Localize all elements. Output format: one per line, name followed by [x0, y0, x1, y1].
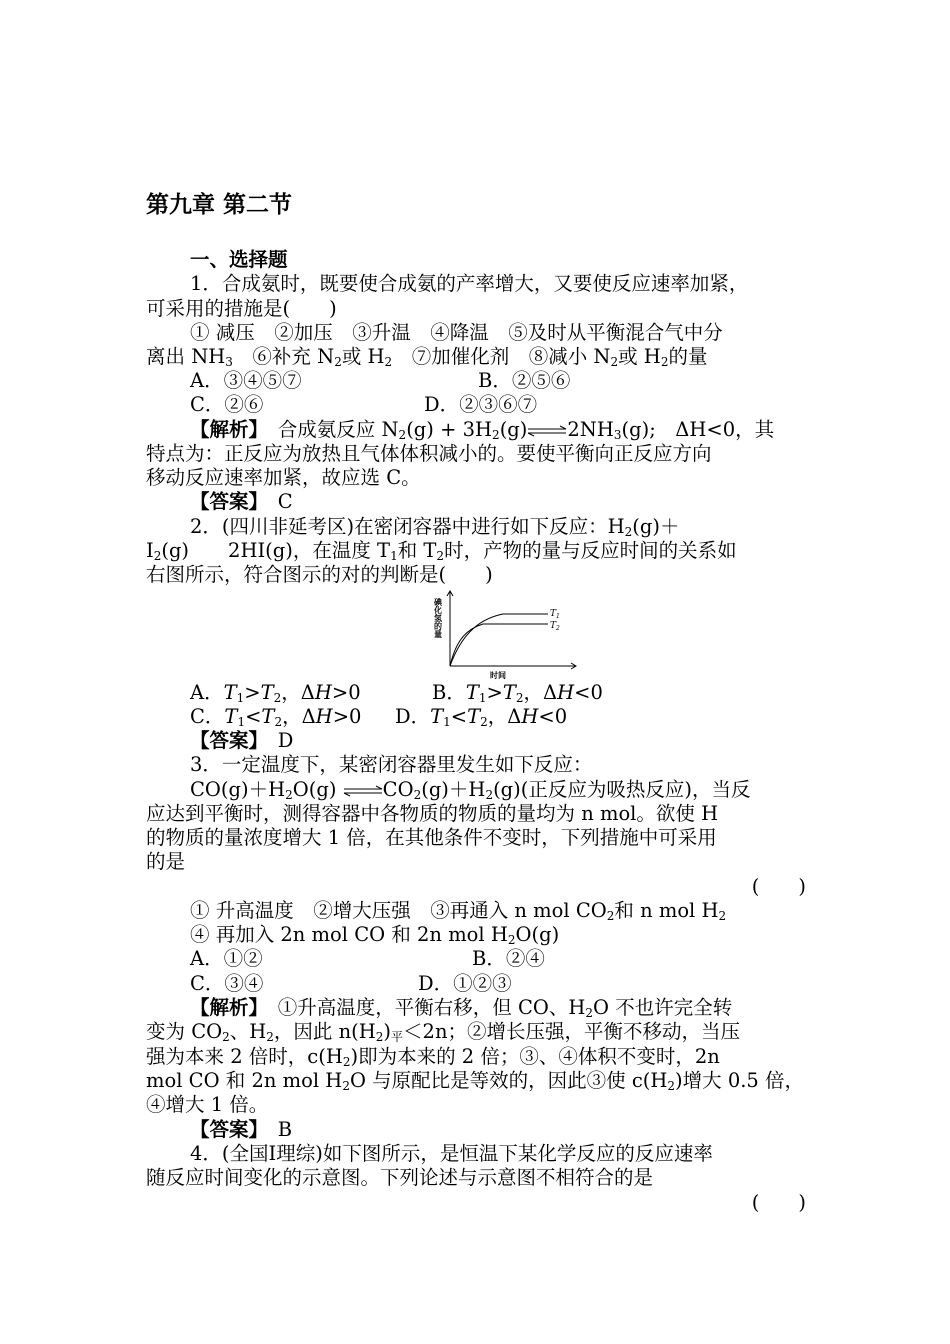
q3-option-c: C．③④: [190, 972, 264, 995]
curve-t2: [450, 624, 548, 666]
q3-option-a: A．①②: [190, 947, 263, 970]
q1-analysis-line3: 移动反应速率加紧，故应选 C。: [146, 466, 421, 489]
q4-line1: 4．(全国Ⅰ理综)如下图所示，是恒温下某化学反应的反应速率: [190, 1142, 713, 1165]
curve-t1: [450, 614, 548, 666]
q3-line1: 3．一定温度下，某密闭容器里发生如下反应：: [190, 753, 593, 776]
q2-figure: [428, 590, 578, 682]
label-t1: $T_1$: [550, 609, 560, 620]
q3-option-d: D．①②③: [418, 972, 512, 995]
section-heading: 一、选择题: [190, 248, 288, 271]
q2-line3: 右图所示，符合图示的对的判断是( ): [146, 563, 493, 586]
q3-line2: $CO(g)+H_2O(g)$ $CO_2(g)+H_2(g)$(正反应为吸热反应)，当反: [190, 778, 751, 802]
q2-option-d: D．$T_1<T_2$，ΔH<0: [395, 705, 568, 729]
q1-answer: 【答案】 C: [190, 490, 293, 513]
q3-answer-paren: ( ): [751, 875, 806, 898]
page-title: 第九章 第二节: [146, 192, 293, 218]
q3-analysis-line4: mol CO 和 2n mol $H_2O$ 与原配比是等效的，因此③使 $c(H_2)$增大 0.5 倍，: [146, 1069, 805, 1093]
q1-option-b: B．②⑤⑥: [478, 369, 571, 392]
equilibrium-arrow-icon: [343, 785, 383, 797]
q1-option-a: A．③④⑤⑦: [190, 369, 302, 392]
figure-y-label: 碘化氢的量: [433, 598, 443, 638]
q3-analysis-line3: 强为本来 2 倍时，$c(H_2)$即为本来的 2 倍；③、④体积不变时，2n: [146, 1045, 720, 1069]
q1-line1: 1．合成氨时，既要使合成氨的产率增大，又要使反应速率加紧，: [190, 272, 749, 295]
q1-analysis-line2: 特点为：正反应为放热且气体体积减小的。要使平衡向正反应方向: [146, 442, 712, 465]
q3-option-b: B．②④: [472, 947, 545, 970]
q2-option-c: C．$T_1<T_2$，ΔH>0: [190, 705, 362, 729]
q3-options-line1: ① 升高温度 ②增大压强 ③再通入 n mol $CO_2$和 n mol $H_2$: [190, 899, 727, 923]
label-t2: $T_2$: [550, 621, 560, 632]
figure-x-label: 时间: [490, 671, 506, 680]
q1-options-line1: ① 减压 ②加压 ③升温 ④降温 ⑤及时从平衡混合气中分: [190, 321, 723, 344]
q2-option-b: B．$T_1>T_2$，ΔH<0: [432, 681, 603, 705]
q3-line4: 的物质的量浓度增大 1 倍，在其他条件不变时，下列措施中可采用: [146, 826, 717, 849]
q2-line1: 2．(四川非延考区)在密闭容器中进行如下反应：$H_2(g)+$: [190, 515, 680, 539]
q3-line3: 应达到平衡时，测得容器中各物质的物质的量均为 n mol。欲使 H: [146, 802, 719, 825]
q3-line5: 的是: [146, 850, 186, 873]
q1-option-c: C．②⑥: [190, 393, 264, 416]
q1-analysis-line1: 【解析】 合成氨反应 $N_2(g) + 3H_2(g)$ $2NH_3(g)$; ΔH<0，其: [190, 418, 775, 442]
q1-option-d: D．②③⑥⑦: [424, 393, 538, 416]
q3-options-line2: ④ 再加入 2n mol CO 和 2n mol $H_2O(g)$: [190, 923, 560, 947]
q3-analysis-line1: 【解析】 ①升高温度，平衡右移，但 CO、$H_2O$ 不也许完全转: [190, 996, 733, 1020]
equilibrium-arrow-icon: [527, 425, 567, 437]
q1-line2: 可采用的措施是( ): [146, 297, 337, 320]
q3-analysis-line5: ④增大 1 倍。: [146, 1093, 269, 1116]
q4-line2: 随反应时间变化的示意图。下列论述与示意图不相符合的是: [146, 1166, 654, 1189]
q2-answer: 【答案】 D: [190, 729, 294, 752]
q3-analysis-line2: 变为 $CO_2$、$H_2$，因此 $n(H_2)_平<2n$；②增长压强，平衡不移动，当压: [146, 1020, 741, 1044]
q1-options-line2: 离出 $NH_3$ ⑥补充 $N_2$或 $H_2$ ⑦加催化剂 ⑧减小 $N_2$或 $H_2$的量: [146, 345, 708, 369]
q4-answer-paren: ( ): [751, 1191, 806, 1214]
q2-line2: $I_2(g)$ 2HI(g)，在温度 $T_1$和 $T_2$时，产物的量与反应时间的关系如: [146, 539, 737, 563]
q2-option-a: A．$T_1>T_2$，ΔH>0: [190, 681, 361, 705]
q3-answer: 【答案】 B: [190, 1118, 293, 1141]
